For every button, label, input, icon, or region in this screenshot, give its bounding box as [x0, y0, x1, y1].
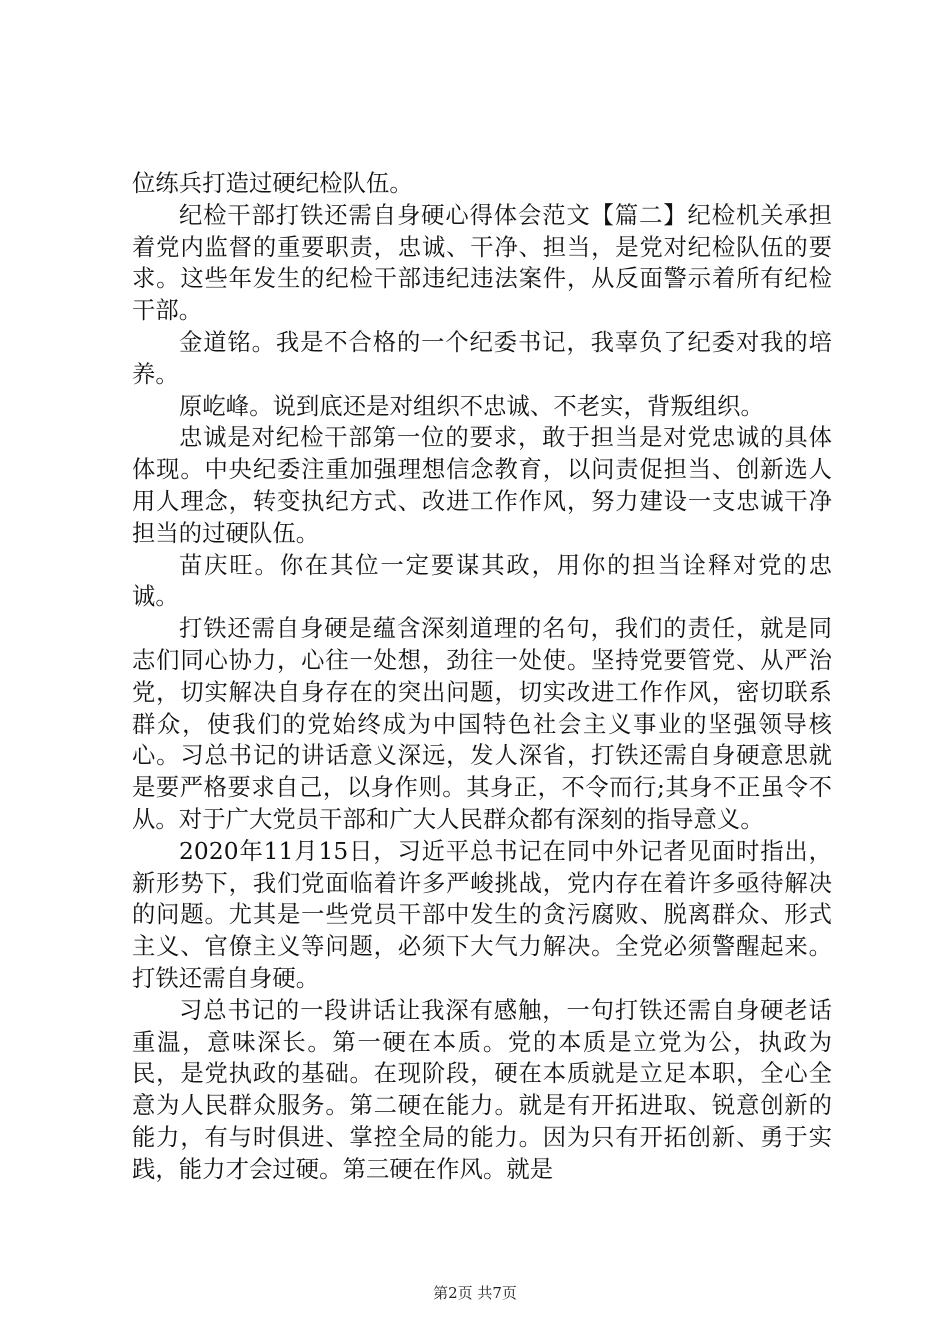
- paragraph-1: 位练兵打造过硬纪检队伍。: [132, 170, 413, 197]
- paragraph-3: 金道铭。我是不合格的一个纪委书记，我辜负了纪委对我的培养。: [132, 328, 832, 388]
- page-number-footer: 第2页 共7页: [433, 1284, 517, 1302]
- document-body: [132, 168, 832, 1186]
- paragraph-7: 打铁还需自身硬是蕴含深刻道理的名句，我们的责任，就是同志们同心协力，心往一处想，劲往一处使。坚持党要管党、从严治党，切实解决自身存在的突出问题，切实改进工作作风，密切联系群众，使我们的党始终成为中国特色社会主义事业的坚强领导核心。习总书记的讲话意义深远，发人深省，打铁还需自身硬意思就是要严格要求自己，以身作则。其身正，不令而行;其身不正虽令不从。对于广大党员干部和广大人民群众都有深刻的指导意义。: [132, 615, 832, 833]
- paragraph-5: 忠诚是对纪检干部第一位的要求，敢于担当是对党忠诚的具体体现。中央纪委注重加强理想信念教育，以问责促担当、创新选人用人理念，转变执纪方式、改进工作作风，努力建设一支忠诚干净担当的过硬队伍。: [132, 424, 832, 547]
- paragraph-9: 习总书记的一段讲话让我深有感触，一句打铁还需自身硬老话重温，意味深长。第一硬在本质。党的本质是立党为公，执政为民，是党执政的基础。在现阶段，硬在本质就是立足本职，全心全意为人民群众服务。第二硬在能力。就是有开拓进取、锐意创新的能力，有与时俱进、掌控全局的能力。因为只有开拓创新、勇于实践，能力才会过硬。第三硬在作风。就是: [132, 996, 832, 1183]
- paragraph-6: 苗庆旺。你在其位一定要谋其政，用你的担当诠释对党的忠诚。: [132, 551, 832, 611]
- paragraph-2: 纪检干部打铁还需自身硬心得体会范文【篇二】纪检机关承担着党内监督的重要职责，忠诚、干净、担当，是党对纪检队伍的要求。这些年发生的纪检干部违纪违法案件，从反面警示着所有纪检干部。: [132, 201, 832, 325]
- paragraph-8: 2020年11月15日，习近平总书记在同中外记者见面时指出，新形势下，我们党面临着许多严峻挑战，党内存在着许多亟待解决的问题。尤其是一些党员干部中发生的贪污腐败、脱离群众、形式主义、官僚主义等问题，必须下大气力解决。全党必须警醒起来。打铁还需自身硬。: [132, 837, 832, 992]
- paragraph-4: 原屹峰。说到底还是对组织不忠诚、不老实，背叛组织。: [179, 392, 764, 420]
